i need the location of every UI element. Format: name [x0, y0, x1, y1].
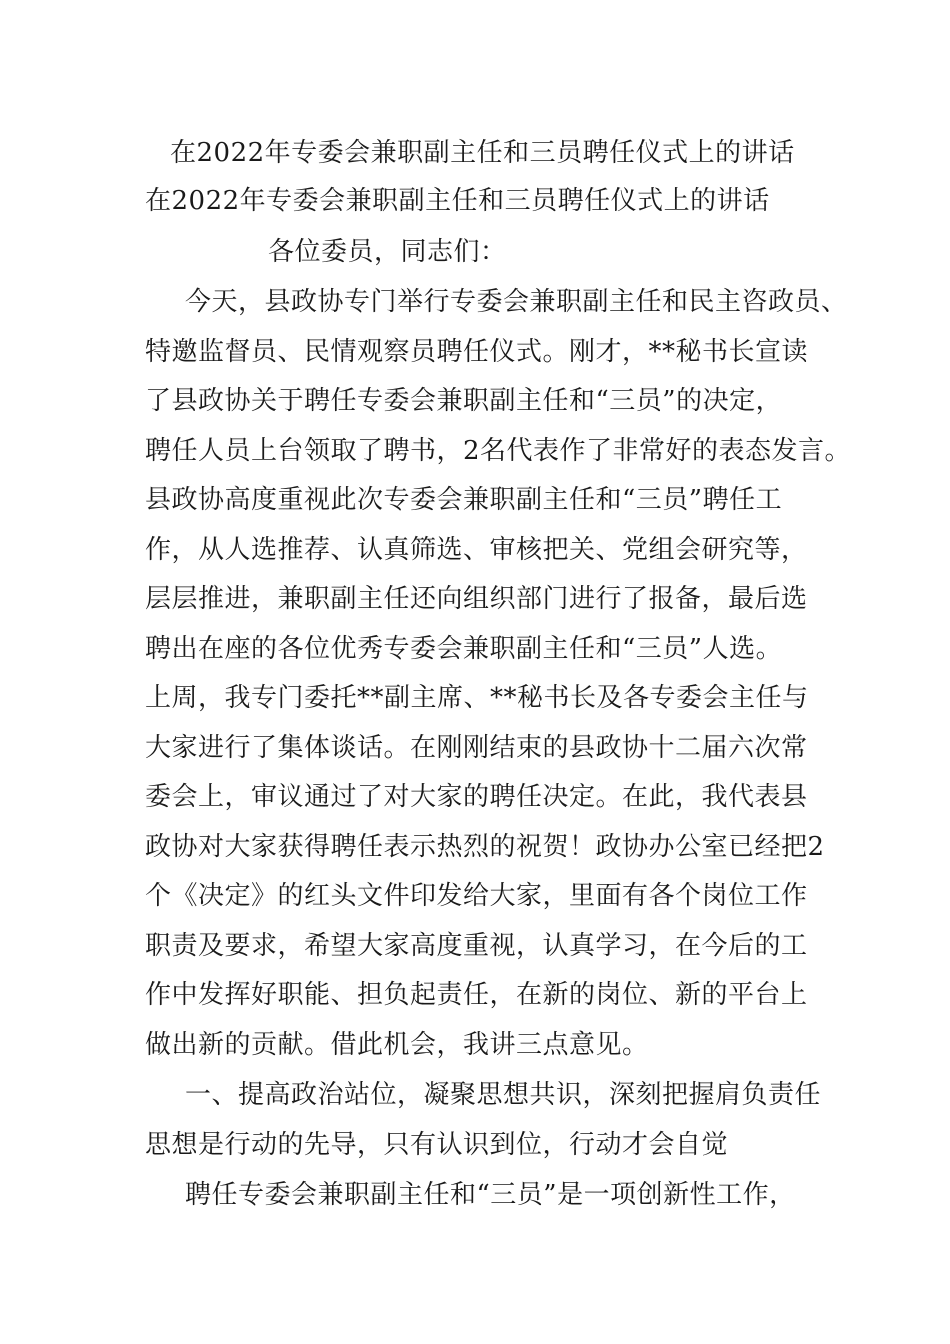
- paragraph-line: 大家进行了集体谈话。在刚刚结束的县政协十二届六次常: [145, 733, 808, 763]
- paragraph-line: 职责及要求，希望大家高度重视，认真学习，在今后的工: [145, 931, 808, 961]
- paragraph-line: 委会上，审议通过了对大家的聘任决定。在此，我代表县: [145, 782, 808, 812]
- paragraph-line: 个《决定》的红头文件印发给大家，里面有各个岗位工作: [145, 881, 808, 911]
- paragraph-line: 聘出在座的各位优秀专委会兼职副主任和“三员”人选。: [145, 634, 783, 664]
- paragraph-line: 聘任专委会兼职副主任和“三员”是一项创新性工作，: [185, 1180, 796, 1210]
- paragraph-line: 做出新的贡献。借此机会，我讲三点意见。: [145, 1030, 649, 1060]
- paragraph-line: 今天，县政协专门举行专委会兼职副主任和民主咨政员、: [185, 287, 848, 317]
- paragraph-line: 聘任人员上台领取了聘书，2名代表作了非常好的表态发言。: [145, 436, 852, 466]
- paragraph-line: 层层推进，兼职副主任还向组织部门进行了报备，最后选: [145, 584, 808, 614]
- paragraph-line: 了县政协关于聘任专委会兼职副主任和“三员”的决定，: [145, 386, 783, 416]
- paragraph-line: 政协对大家获得聘任表示热烈的祝贺！政协办公室已经把2: [145, 832, 825, 862]
- paragraph-line: 特邀监督员、民情观察员聘任仪式。刚才，**秘书长宣读: [145, 337, 809, 367]
- document-subtitle: 在2022年专委会兼职副主任和三员聘任仪式上的讲话: [145, 186, 770, 216]
- section-heading: 一、提高政治站位，凝聚思想共识，深刻把握肩负责任: [185, 1080, 822, 1110]
- paragraph-line: 上周，我专门委托**副主席、**秘书长及各专委会主任与: [145, 683, 809, 713]
- paragraph-line: 作，从人选推荐、认真筛选、审核把关、党组会研究等，: [145, 535, 808, 565]
- section-heading: 思想是行动的先导，只有认识到位，行动才会自觉: [145, 1130, 729, 1160]
- paragraph-line: 作中发挥好职能、担负起责任，在新的岗位、新的平台上: [145, 980, 808, 1010]
- paragraph-line: 县政协高度重视此次专委会兼职副主任和“三员”聘任工: [145, 485, 783, 515]
- document-title: 在2022年专委会兼职副主任和三员聘任仪式上的讲话: [170, 138, 795, 168]
- salutation: 各位委员，同志们：: [268, 237, 507, 267]
